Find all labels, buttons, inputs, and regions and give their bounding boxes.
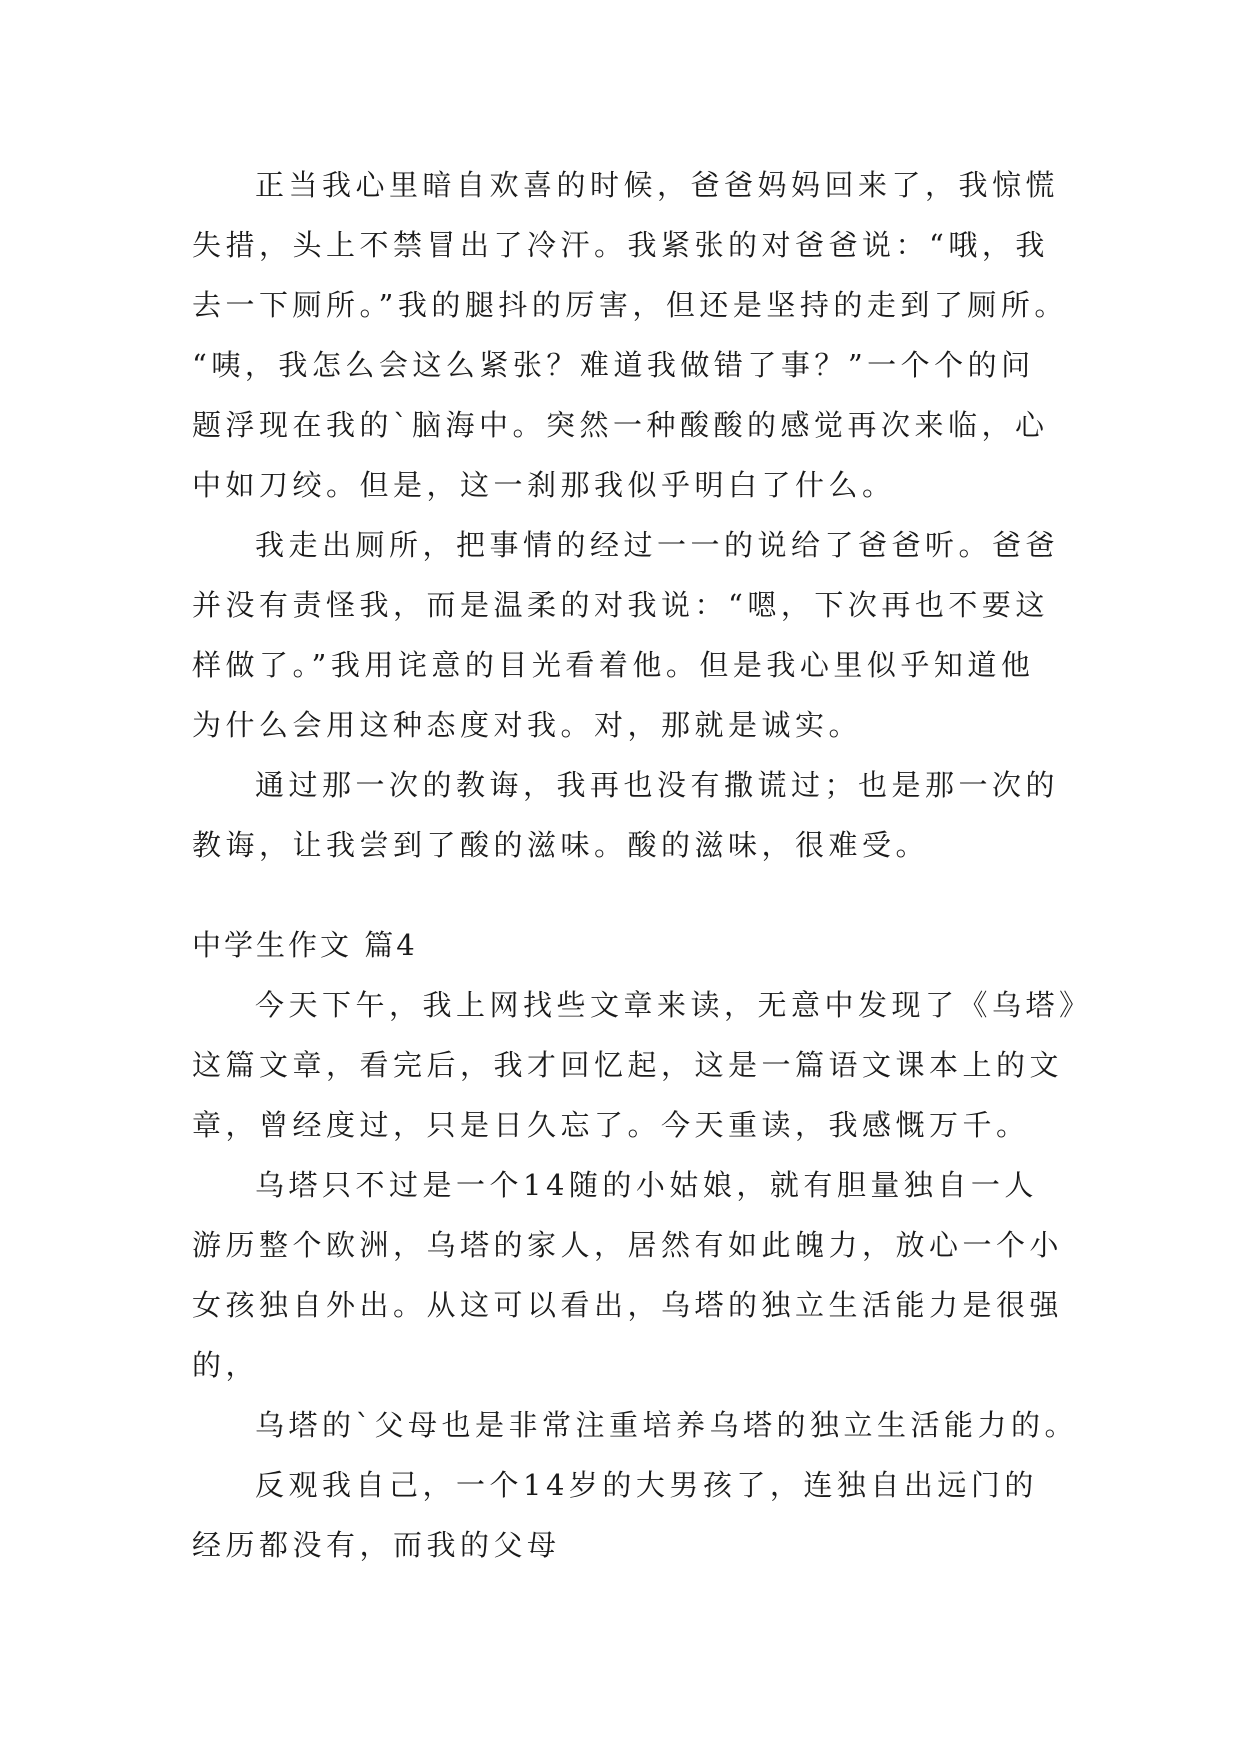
section-heading: 中学生作文 篇4	[192, 928, 418, 962]
paragraph-line: 失措，头上不禁冒出了冷汗。我紧张的对爸爸说：“哦，我	[192, 228, 1049, 262]
paragraph-line: 并没有责怪我，而是温柔的对我说：“嗯，下次再也不要这	[192, 588, 1049, 622]
paragraph-line: 经历都没有，而我的父母	[192, 1528, 561, 1562]
paragraph-line: 今天下午，我上网找些文章来读，无意中发现了《乌塔》	[255, 988, 1093, 1022]
paragraph-line: “咦，我怎么会这么紧张？难道我做错了事？”一个个的问	[192, 348, 1035, 382]
paragraph-line: 游历整个欧洲，乌塔的家人，居然有如此魄力，放心一个小	[192, 1228, 1064, 1262]
paragraph-line: 为什么会用这种态度对我。对，那就是诚实。	[192, 708, 863, 742]
paragraph-line: 这篇文章，看完后，我才回忆起，这是一篇语文课本上的文	[192, 1048, 1064, 1082]
paragraph-line: 乌塔的`父母也是非常注重培养乌塔的独立生活能力的。	[255, 1408, 1079, 1442]
paragraph-line: 的，	[192, 1348, 260, 1382]
paragraph-line: 通过那一次的教诲，我再也没有撒谎过；也是那一次的	[255, 768, 1060, 802]
paragraph-line: 乌塔只不过是一个14随的小姑娘，就有胆量独自一人	[255, 1168, 1038, 1202]
paragraph-line: 中如刀绞。但是，这一刹那我似乎明白了什么。	[192, 468, 896, 502]
paragraph-line: 去一下厕所。”我的腿抖的厉害，但还是坚持的走到了厕所。	[192, 288, 1068, 322]
paragraph-line: 反观我自己，一个14岁的大男孩了，连独自出远门的	[255, 1468, 1038, 1502]
paragraph-line: 章，曾经度过，只是日久忘了。今天重读，我感慨万千。	[192, 1108, 1030, 1142]
paragraph-line: 我走出厕所，把事情的经过一一的说给了爸爸听。爸爸	[255, 528, 1060, 562]
paragraph-line: 女孩独自外出。从这可以看出，乌塔的独立生活能力是很强	[192, 1288, 1064, 1322]
paragraph-line: 教诲，让我尝到了酸的滋味。酸的滋味，很难受。	[192, 828, 930, 862]
paragraph-line: 题浮现在我的`脑海中。突然一种酸酸的感觉再次来临，心	[192, 408, 1049, 442]
paragraph-line: 正当我心里暗自欢喜的时候，爸爸妈妈回来了，我惊慌	[255, 168, 1060, 202]
paragraph-line: 样做了。”我用诧意的目光看着他。但是我心里似乎知道他	[192, 648, 1035, 682]
